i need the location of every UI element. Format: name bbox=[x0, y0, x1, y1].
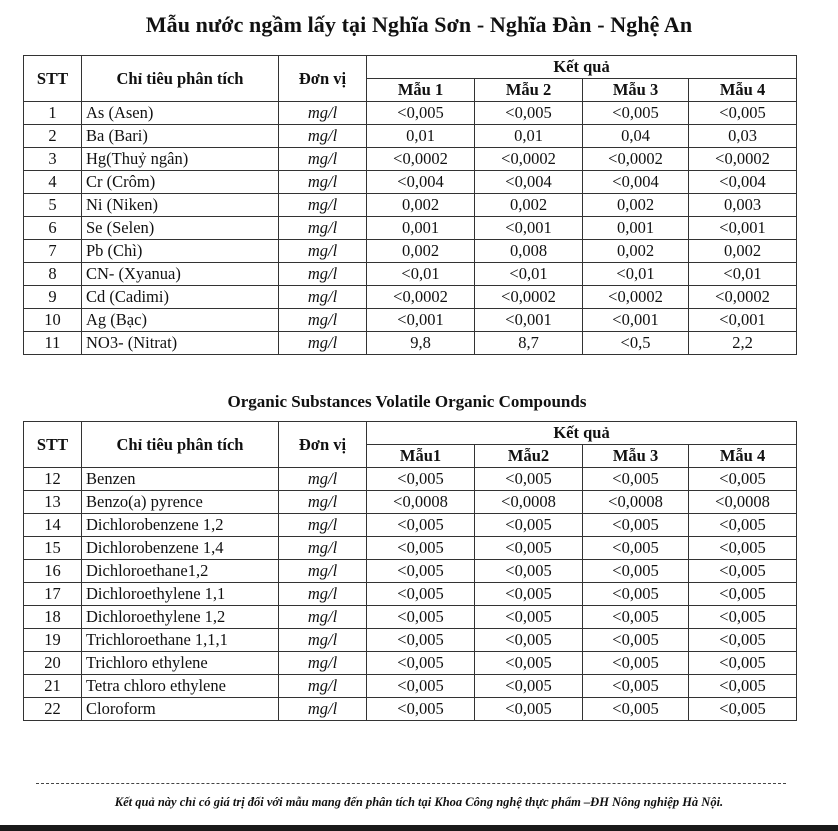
row-sample-3: <0,005 bbox=[583, 102, 689, 125]
row-sample-2: <0,005 bbox=[475, 583, 583, 606]
row-sample-1: <0,001 bbox=[367, 309, 475, 332]
row-sample-4: 0,003 bbox=[689, 194, 797, 217]
row-sample-1: 0,002 bbox=[367, 194, 475, 217]
row-sample-3: <0,005 bbox=[583, 468, 689, 491]
row-unit: mg/l bbox=[279, 652, 367, 675]
row-sample-2: <0,005 bbox=[475, 652, 583, 675]
header-indicator: Chỉ tiêu phân tích bbox=[82, 56, 279, 102]
row-stt: 9 bbox=[24, 286, 82, 309]
section-subtitle: Organic Substances Volatile Organic Compounds bbox=[227, 392, 587, 411]
row-sample-4: 2,2 bbox=[689, 332, 797, 355]
row-sample-1: <0,005 bbox=[367, 514, 475, 537]
row-sample-3: <0,01 bbox=[583, 263, 689, 286]
row-sample-4: <0,001 bbox=[689, 217, 797, 240]
header-result: Kết quả bbox=[367, 56, 797, 79]
table-row bbox=[24, 148, 797, 171]
row-unit: mg/l bbox=[279, 309, 367, 332]
row-sample-4: <0,0002 bbox=[689, 286, 797, 309]
row-sample-2: <0,001 bbox=[475, 309, 583, 332]
header-indicator: Chỉ tiêu phân tích bbox=[82, 422, 279, 468]
row-indicator: Cd (Cadimi) bbox=[82, 286, 279, 309]
row-sample-1: 0,01 bbox=[367, 125, 475, 148]
row-sample-1: <0,005 bbox=[367, 629, 475, 652]
row-sample-2: <0,005 bbox=[475, 629, 583, 652]
header-sample-2: Mẫu2 bbox=[475, 445, 583, 468]
row-unit: mg/l bbox=[279, 606, 367, 629]
row-sample-4: <0,005 bbox=[689, 698, 797, 721]
row-sample-3: <0,0008 bbox=[583, 491, 689, 514]
row-stt: 18 bbox=[24, 606, 82, 629]
row-sample-4: <0,005 bbox=[689, 537, 797, 560]
row-unit: mg/l bbox=[279, 468, 367, 491]
table-row bbox=[24, 675, 797, 698]
row-sample-3: 0,001 bbox=[583, 217, 689, 240]
table-row bbox=[24, 309, 797, 332]
row-stt: 14 bbox=[24, 514, 82, 537]
row-indicator: Ag (Bạc) bbox=[82, 309, 279, 332]
row-indicator: Hg(Thuỷ ngân) bbox=[82, 148, 279, 171]
header-sample-4: Mẫu 4 bbox=[689, 79, 797, 102]
row-sample-1: 0,001 bbox=[367, 217, 475, 240]
table-row bbox=[24, 240, 797, 263]
header-stt: STT bbox=[24, 422, 82, 468]
row-sample-3: 0,002 bbox=[583, 194, 689, 217]
row-sample-4: <0,005 bbox=[689, 652, 797, 675]
row-sample-1: <0,004 bbox=[367, 171, 475, 194]
header-unit: Đơn vị bbox=[279, 56, 367, 102]
table-row bbox=[24, 263, 797, 286]
row-sample-2: <0,005 bbox=[475, 698, 583, 721]
row-sample-4: 0,002 bbox=[689, 240, 797, 263]
row-unit: mg/l bbox=[279, 240, 367, 263]
row-indicator: Dichlorobenzene 1,2 bbox=[82, 514, 279, 537]
table-row bbox=[24, 583, 797, 606]
row-sample-4: <0,005 bbox=[689, 468, 797, 491]
row-sample-2: <0,001 bbox=[475, 217, 583, 240]
row-indicator: Cloroform bbox=[82, 698, 279, 721]
header-sample-3: Mẫu 3 bbox=[583, 445, 689, 468]
row-indicator: Ni (Niken) bbox=[82, 194, 279, 217]
bottom-bar bbox=[0, 825, 838, 831]
row-stt: 5 bbox=[24, 194, 82, 217]
row-indicator: CN- (Xyanua) bbox=[82, 263, 279, 286]
row-sample-4: <0,005 bbox=[689, 514, 797, 537]
row-unit: mg/l bbox=[279, 537, 367, 560]
row-stt: 10 bbox=[24, 309, 82, 332]
row-sample-3: <0,005 bbox=[583, 514, 689, 537]
row-unit: mg/l bbox=[279, 491, 367, 514]
row-sample-4: <0,005 bbox=[689, 629, 797, 652]
row-indicator: Trichloro ethylene bbox=[82, 652, 279, 675]
table-row bbox=[24, 698, 797, 721]
row-indicator: Dichloroethane1,2 bbox=[82, 560, 279, 583]
header-sample-1: Mẫu 1 bbox=[367, 79, 475, 102]
row-sample-3: <0,005 bbox=[583, 675, 689, 698]
row-sample-2: <0,005 bbox=[475, 468, 583, 491]
row-sample-2: 8,7 bbox=[475, 332, 583, 355]
row-sample-4: <0,005 bbox=[689, 606, 797, 629]
organic-compounds-table bbox=[23, 421, 797, 721]
row-sample-2: 0,008 bbox=[475, 240, 583, 263]
row-sample-2: <0,005 bbox=[475, 606, 583, 629]
row-sample-4: <0,004 bbox=[689, 171, 797, 194]
row-sample-1: <0,0002 bbox=[367, 148, 475, 171]
row-sample-3: 0,002 bbox=[583, 240, 689, 263]
header-sample-4: Mẫu 4 bbox=[689, 445, 797, 468]
row-sample-1: <0,005 bbox=[367, 537, 475, 560]
row-sample-1: <0,005 bbox=[367, 652, 475, 675]
table-row bbox=[24, 606, 797, 629]
row-sample-3: <0,0002 bbox=[583, 286, 689, 309]
row-unit: mg/l bbox=[279, 194, 367, 217]
header-result: Kết quả bbox=[367, 422, 797, 445]
row-sample-1: <0,005 bbox=[367, 698, 475, 721]
row-indicator: Dichloroethylene 1,1 bbox=[82, 583, 279, 606]
row-sample-2: <0,005 bbox=[475, 514, 583, 537]
row-sample-2: <0,005 bbox=[475, 560, 583, 583]
row-stt: 19 bbox=[24, 629, 82, 652]
row-sample-4: <0,005 bbox=[689, 675, 797, 698]
table-row bbox=[24, 514, 797, 537]
table-row bbox=[24, 194, 797, 217]
row-sample-2: 0,01 bbox=[475, 125, 583, 148]
header-unit: Đơn vị bbox=[279, 422, 367, 468]
table-row bbox=[24, 217, 797, 240]
row-sample-1: <0,0002 bbox=[367, 286, 475, 309]
row-sample-2: <0,005 bbox=[475, 675, 583, 698]
row-unit: mg/l bbox=[279, 102, 367, 125]
row-sample-2: <0,0002 bbox=[475, 286, 583, 309]
table-row bbox=[24, 652, 797, 675]
row-stt: 6 bbox=[24, 217, 82, 240]
row-unit: mg/l bbox=[279, 560, 367, 583]
row-unit: mg/l bbox=[279, 148, 367, 171]
row-sample-1: 0,002 bbox=[367, 240, 475, 263]
row-indicator: Ba (Bari) bbox=[82, 125, 279, 148]
row-stt: 11 bbox=[24, 332, 82, 355]
row-sample-2: <0,005 bbox=[475, 537, 583, 560]
row-indicator: Dichloroethylene 1,2 bbox=[82, 606, 279, 629]
row-unit: mg/l bbox=[279, 583, 367, 606]
row-stt: 8 bbox=[24, 263, 82, 286]
row-stt: 21 bbox=[24, 675, 82, 698]
metals-table bbox=[23, 55, 797, 355]
row-sample-4: 0,03 bbox=[689, 125, 797, 148]
table-row bbox=[24, 286, 797, 309]
row-sample-4: <0,001 bbox=[689, 309, 797, 332]
row-sample-2: <0,004 bbox=[475, 171, 583, 194]
row-sample-3: <0,005 bbox=[583, 652, 689, 675]
row-unit: mg/l bbox=[279, 332, 367, 355]
row-stt: 16 bbox=[24, 560, 82, 583]
row-sample-3: <0,005 bbox=[583, 537, 689, 560]
row-stt: 22 bbox=[24, 698, 82, 721]
row-sample-1: <0,01 bbox=[367, 263, 475, 286]
row-unit: mg/l bbox=[279, 286, 367, 309]
row-sample-3: <0,0002 bbox=[583, 148, 689, 171]
table-row bbox=[24, 171, 797, 194]
header-sample-2: Mẫu 2 bbox=[475, 79, 583, 102]
row-unit: mg/l bbox=[279, 629, 367, 652]
row-sample-3: <0,005 bbox=[583, 698, 689, 721]
row-sample-3: <0,001 bbox=[583, 309, 689, 332]
row-sample-3: <0,005 bbox=[583, 583, 689, 606]
row-indicator: Dichlorobenzene 1,4 bbox=[82, 537, 279, 560]
row-stt: 4 bbox=[24, 171, 82, 194]
row-sample-3: <0,5 bbox=[583, 332, 689, 355]
header-sample-1: Mẫu1 bbox=[367, 445, 475, 468]
row-sample-4: <0,005 bbox=[689, 583, 797, 606]
row-sample-1: <0,005 bbox=[367, 102, 475, 125]
row-indicator: Se (Selen) bbox=[82, 217, 279, 240]
row-sample-2: <0,01 bbox=[475, 263, 583, 286]
row-sample-1: <0,005 bbox=[367, 560, 475, 583]
table-row bbox=[24, 491, 797, 514]
row-sample-1: <0,005 bbox=[367, 583, 475, 606]
row-sample-3: 0,04 bbox=[583, 125, 689, 148]
row-stt: 12 bbox=[24, 468, 82, 491]
table-row bbox=[24, 629, 797, 652]
row-indicator: Trichloroethane 1,1,1 bbox=[82, 629, 279, 652]
row-sample-2: <0,0002 bbox=[475, 148, 583, 171]
row-sample-2: 0,002 bbox=[475, 194, 583, 217]
row-sample-4: <0,0008 bbox=[689, 491, 797, 514]
row-stt: 1 bbox=[24, 102, 82, 125]
table-row bbox=[24, 468, 797, 491]
row-sample-3: <0,005 bbox=[583, 629, 689, 652]
row-unit: mg/l bbox=[279, 125, 367, 148]
table-row bbox=[24, 537, 797, 560]
row-stt: 13 bbox=[24, 491, 82, 514]
row-sample-1: <0,005 bbox=[367, 606, 475, 629]
row-stt: 7 bbox=[24, 240, 82, 263]
table-row bbox=[24, 102, 797, 125]
row-unit: mg/l bbox=[279, 698, 367, 721]
row-unit: mg/l bbox=[279, 263, 367, 286]
row-stt: 17 bbox=[24, 583, 82, 606]
row-stt: 3 bbox=[24, 148, 82, 171]
row-stt: 15 bbox=[24, 537, 82, 560]
row-indicator: Benzo(a) pyrence bbox=[82, 491, 279, 514]
row-unit: mg/l bbox=[279, 171, 367, 194]
row-indicator: Pb (Chì) bbox=[82, 240, 279, 263]
row-sample-1: 9,8 bbox=[367, 332, 475, 355]
row-sample-3: <0,004 bbox=[583, 171, 689, 194]
table-row bbox=[24, 560, 797, 583]
row-sample-4: <0,005 bbox=[689, 102, 797, 125]
row-sample-3: <0,005 bbox=[583, 560, 689, 583]
page-title: Mẫu nước ngầm lấy tại Nghĩa Sơn - Nghĩa Đàn - Nghệ An bbox=[145, 12, 693, 37]
row-sample-4: <0,005 bbox=[689, 560, 797, 583]
row-indicator: Benzen bbox=[82, 468, 279, 491]
row-sample-1: <0,005 bbox=[367, 675, 475, 698]
row-stt: 20 bbox=[24, 652, 82, 675]
row-indicator: Cr (Crôm) bbox=[82, 171, 279, 194]
row-indicator: Tetra chloro ethylene bbox=[82, 675, 279, 698]
row-sample-2: <0,005 bbox=[475, 102, 583, 125]
row-stt: 2 bbox=[24, 125, 82, 148]
row-sample-4: <0,01 bbox=[689, 263, 797, 286]
row-sample-4: <0,0002 bbox=[689, 148, 797, 171]
footnote: Kết quả này chỉ có giá trị đối với mẫu mang đến phân tích tại Khoa Công nghệ thực phẩm –ĐH Nông nghiệp Hà Nội. bbox=[114, 795, 724, 809]
header-sample-3: Mẫu 3 bbox=[583, 79, 689, 102]
row-sample-1: <0,005 bbox=[367, 468, 475, 491]
row-indicator: As (Asen) bbox=[82, 102, 279, 125]
row-unit: mg/l bbox=[279, 217, 367, 240]
row-sample-3: <0,005 bbox=[583, 606, 689, 629]
divider bbox=[36, 783, 786, 784]
row-sample-1: <0,0008 bbox=[367, 491, 475, 514]
table-row bbox=[24, 125, 797, 148]
row-unit: mg/l bbox=[279, 675, 367, 698]
row-sample-2: <0,0008 bbox=[475, 491, 583, 514]
header-stt: STT bbox=[24, 56, 82, 102]
row-unit: mg/l bbox=[279, 514, 367, 537]
table-row bbox=[24, 332, 797, 355]
row-indicator: NO3- (Nitrat) bbox=[82, 332, 279, 355]
